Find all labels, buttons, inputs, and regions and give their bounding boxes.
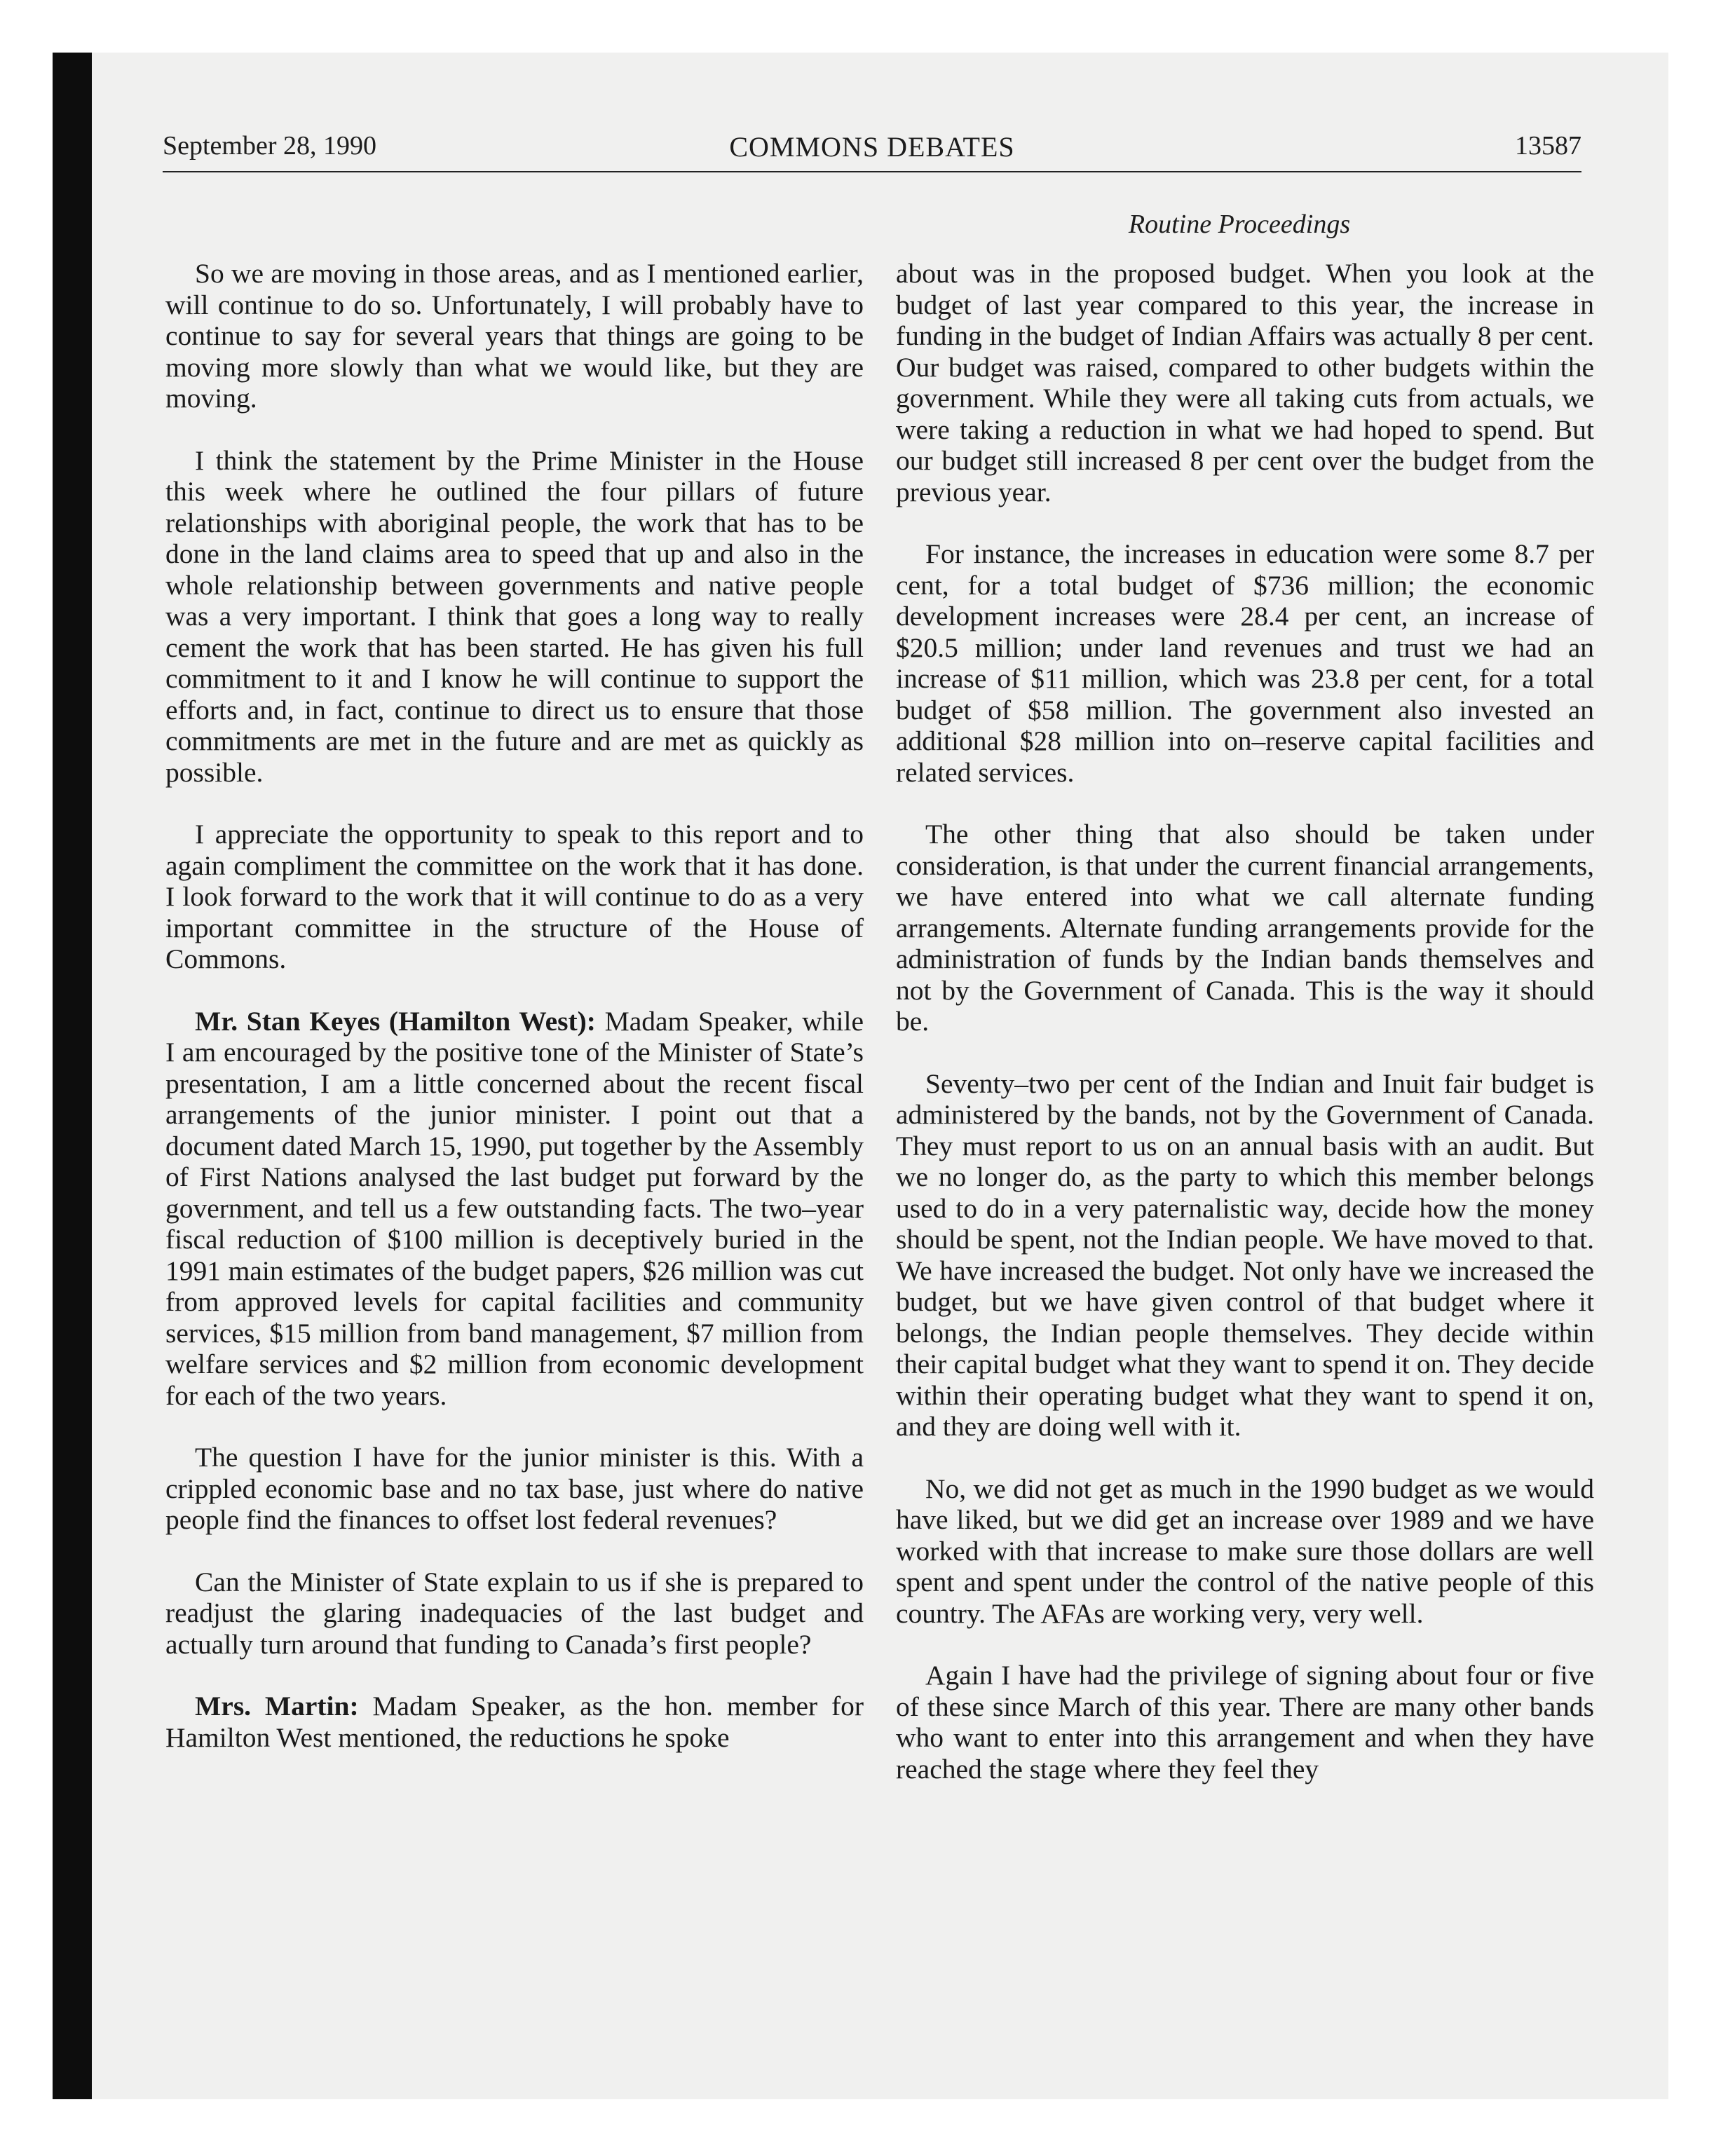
paragraph: I appreciate the opportunity to speak to this report and to again compliment the committee on the work that it has done. I look forward to the work that it will continue to do as a very important committee in the structure of the House of Commons. bbox=[165, 819, 864, 974]
speaker-name: Mr. Stan Keyes (Hamilton West): bbox=[195, 1005, 596, 1037]
header-date: September 28, 1990 bbox=[163, 131, 377, 161]
paragraph: Again I have had the privilege of signing about four or five of these since March of this year. There are many other bands who want to enter into this arrangement and when they have reached the stage where they feel they bbox=[896, 1660, 1594, 1785]
paragraph: The question I have for the junior minister is this. With a crippled economic base and no tax base, just where do native people find the finances to offset lost federal revenues? bbox=[165, 1442, 864, 1535]
paragraph: I think the statement by the Prime Minister in the House this week where he outlined the four pillars of future relationships with aboriginal people, the work that has to be done in the land claims area to speed that up and also in the whole relationship between governments and native people was a very important. I think that goes a long way to really cement the work that has been started. He has given his full commitment to it and I know he will continue to support the efforts and, in fact, continue to direct us to ensure that those commitments are met in the future and are met as quickly as possible. bbox=[165, 444, 864, 788]
right-column bbox=[896, 258, 1594, 1815]
paragraph: No, we did not get as much in the 1990 budget as we would have liked, but we did get an increase over 1989 and we have worked with that increase to make sure those dollars are well spent and spent under the control of the native people of this country. The AFAs are working very, very well. bbox=[896, 1473, 1594, 1629]
section-title: Routine Proceedings bbox=[1128, 210, 1351, 239]
speaker-name: Mrs. Martin: bbox=[195, 1691, 359, 1721]
paragraph: For instance, the increases in education were some 8.7 per cent, for a total budget of $736 million; the economic development increases were 28.4 per cent, an increase of $20.5 million; under land revenues and trust we had an increase of $11 million, which was 23.8 per cent, for a total budget of $58 million. The government also invested an additional $28 million into on–reserve capital facilities and related services. bbox=[896, 538, 1594, 788]
page-header bbox=[163, 130, 1581, 172]
scan-binding-edge bbox=[53, 53, 92, 2099]
speech-text: Madam Speaker, while I am encouraged by the positive tone of the Minister of State’s presentation, I am a little concerned about the recent fiscal arrangements of the junior minister. I point out that a document dated March 15, 1990, put together by the Assembly of First Nations analysed the last budget put forward by the government, and tell us a few outstanding facts. The two–year fiscal reduction of $100 million is deceptively buried in the 1991 main estimates of the budget papers, $26 million was cut from approved levels for capital facilities and community services, $15 million from band management, $7 million from welfare services and $2 million from economic development for each of the two years. bbox=[165, 1005, 864, 1411]
speech-text: Madam Speaker, as the hon. member for Hamilton West mentioned, the reductions he spoke bbox=[165, 1691, 864, 1753]
header-title: COMMONS DEBATES bbox=[729, 131, 1015, 163]
left-column bbox=[165, 258, 864, 1784]
header-page-number: 13587 bbox=[1515, 131, 1581, 161]
paragraph: Seventy–two per cent of the Indian and Inuit fair budget is administered by the bands, not by the Government of Canada. They must report to us on an annual basis with an audit. But we no longer do, as the party to which this member belongs used to do in a very paternalistic way, decide how the money should be spent, not the Indian people. We have moved to that. We have increased the budget. Not only have we increased the budget, but we have given control of that budget where it belongs, the Indian people themselves. They decide within their capital budget what they want to spend it on. They decide within their operating budget what they want to spend it on, and they are doing well with it. bbox=[896, 1067, 1594, 1442]
paragraph: So we are moving in those areas, and as I mentioned earlier, will continue to do so. Unfortunately, I will probably have to continue to say for several years that things are going to be moving more slowly than what we would like, but they are moving. bbox=[165, 258, 864, 414]
paragraph: The other thing that also should be taken under consideration, is that under the current financial arrangements, we have entered into what we call alternate funding arrangements. Alternate funding arrangements provide for the administration of funds by the Indian bands themselves and not by the Government of Canada. This is the way it should be. bbox=[896, 819, 1594, 1037]
paragraph: Can the Minister of State explain to us if she is prepared to readjust the glaring inadequacies of the last budget and actually turn around that funding to Canada’s first people? bbox=[165, 1566, 864, 1660]
paragraph-continued: about was in the proposed budget. When you look at the budget of last year compared to this year, the increase in funding in the budget of Indian Affairs was actually 8 per cent. Our budget was raised, compared to other budgets within the government. While they were all taking cuts from actuals, we were taking a reduction in what we had hoped to spend. But our budget still increased 8 per cent over the budget from the previous year. bbox=[896, 258, 1594, 507]
speech-paragraph bbox=[165, 1691, 864, 1753]
speech-paragraph bbox=[165, 1006, 864, 1412]
